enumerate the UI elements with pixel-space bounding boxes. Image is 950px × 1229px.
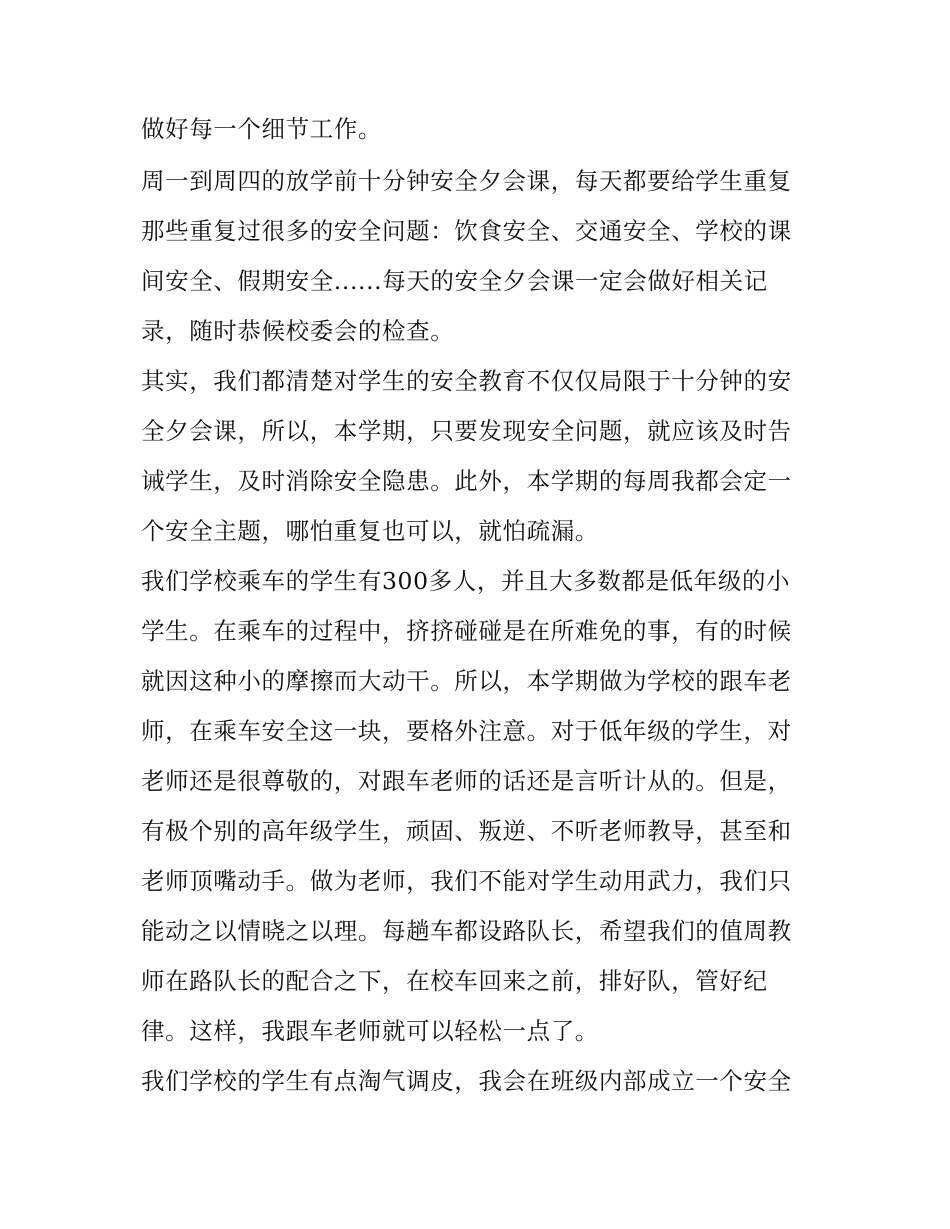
text-line-15: 有极个别的高年级学生，顽固、叛逆、不听老师教导，甚至和 xyxy=(141,817,792,845)
text-line-5: 录，随时恭候校委会的检查。 xyxy=(141,317,455,345)
text-line-20: 我们学校的学生有点淘气调皮，我会在班级内部成立一个安全 xyxy=(141,1067,792,1095)
text-line-3: 那些重复过很多的安全问题：饮食安全、交通安全、学校的课 xyxy=(141,217,792,245)
text-line-7: 全夕会课，所以，本学期，只要发现安全问题，就应该及时告 xyxy=(141,417,792,445)
text-line-2: 周一到周四的放学前十分钟安全夕会课，每天都要给学生重复 xyxy=(141,167,792,195)
text-line-1: 做好每一个细节工作。 xyxy=(141,115,382,143)
text-line-4: 间安全、假期安全......每天的安全夕会课一定会做好相关记 xyxy=(141,267,768,295)
text-line-13: 师，在乘车安全这一块，要格外注意。对于低年级的学生，对 xyxy=(141,717,792,745)
text-line-16: 老师顶嘴动手。做为老师，我们不能对学生动用武力，我们只 xyxy=(141,867,792,895)
text-line-14: 老师还是很尊敬的，对跟车老师的话还是言听计从的。但是， xyxy=(141,767,792,795)
text-line-18: 师在路队长的配合之下，在校车回来之前，排好队，管好纪 xyxy=(141,967,768,995)
text-line-12: 就因这种小的摩擦而大动干。所以，本学期做为学校的跟车老 xyxy=(141,667,792,695)
text-line-6: 其实，我们都清楚对学生的安全教育不仅仅局限于十分钟的安 xyxy=(141,367,792,395)
text-line-8: 诫学生，及时消除安全隐患。此外，本学期的每周我都会定一 xyxy=(141,467,792,495)
text-line-19: 律。这样，我跟车老师就可以轻松一点了。 xyxy=(141,1017,599,1045)
text-line-10: 我们学校乘车的学生有300多人，并且大多数都是低年级的小 xyxy=(141,567,791,595)
text-line-9: 个安全主题，哪怕重复也可以，就怕疏漏。 xyxy=(141,517,599,545)
text-line-11: 学生。在乘车的过程中，挤挤碰碰是在所难免的事，有的时候 xyxy=(141,617,792,645)
text-line-17: 能动之以情晓之以理。每趟车都设路队长，希望我们的值周教 xyxy=(141,917,792,945)
